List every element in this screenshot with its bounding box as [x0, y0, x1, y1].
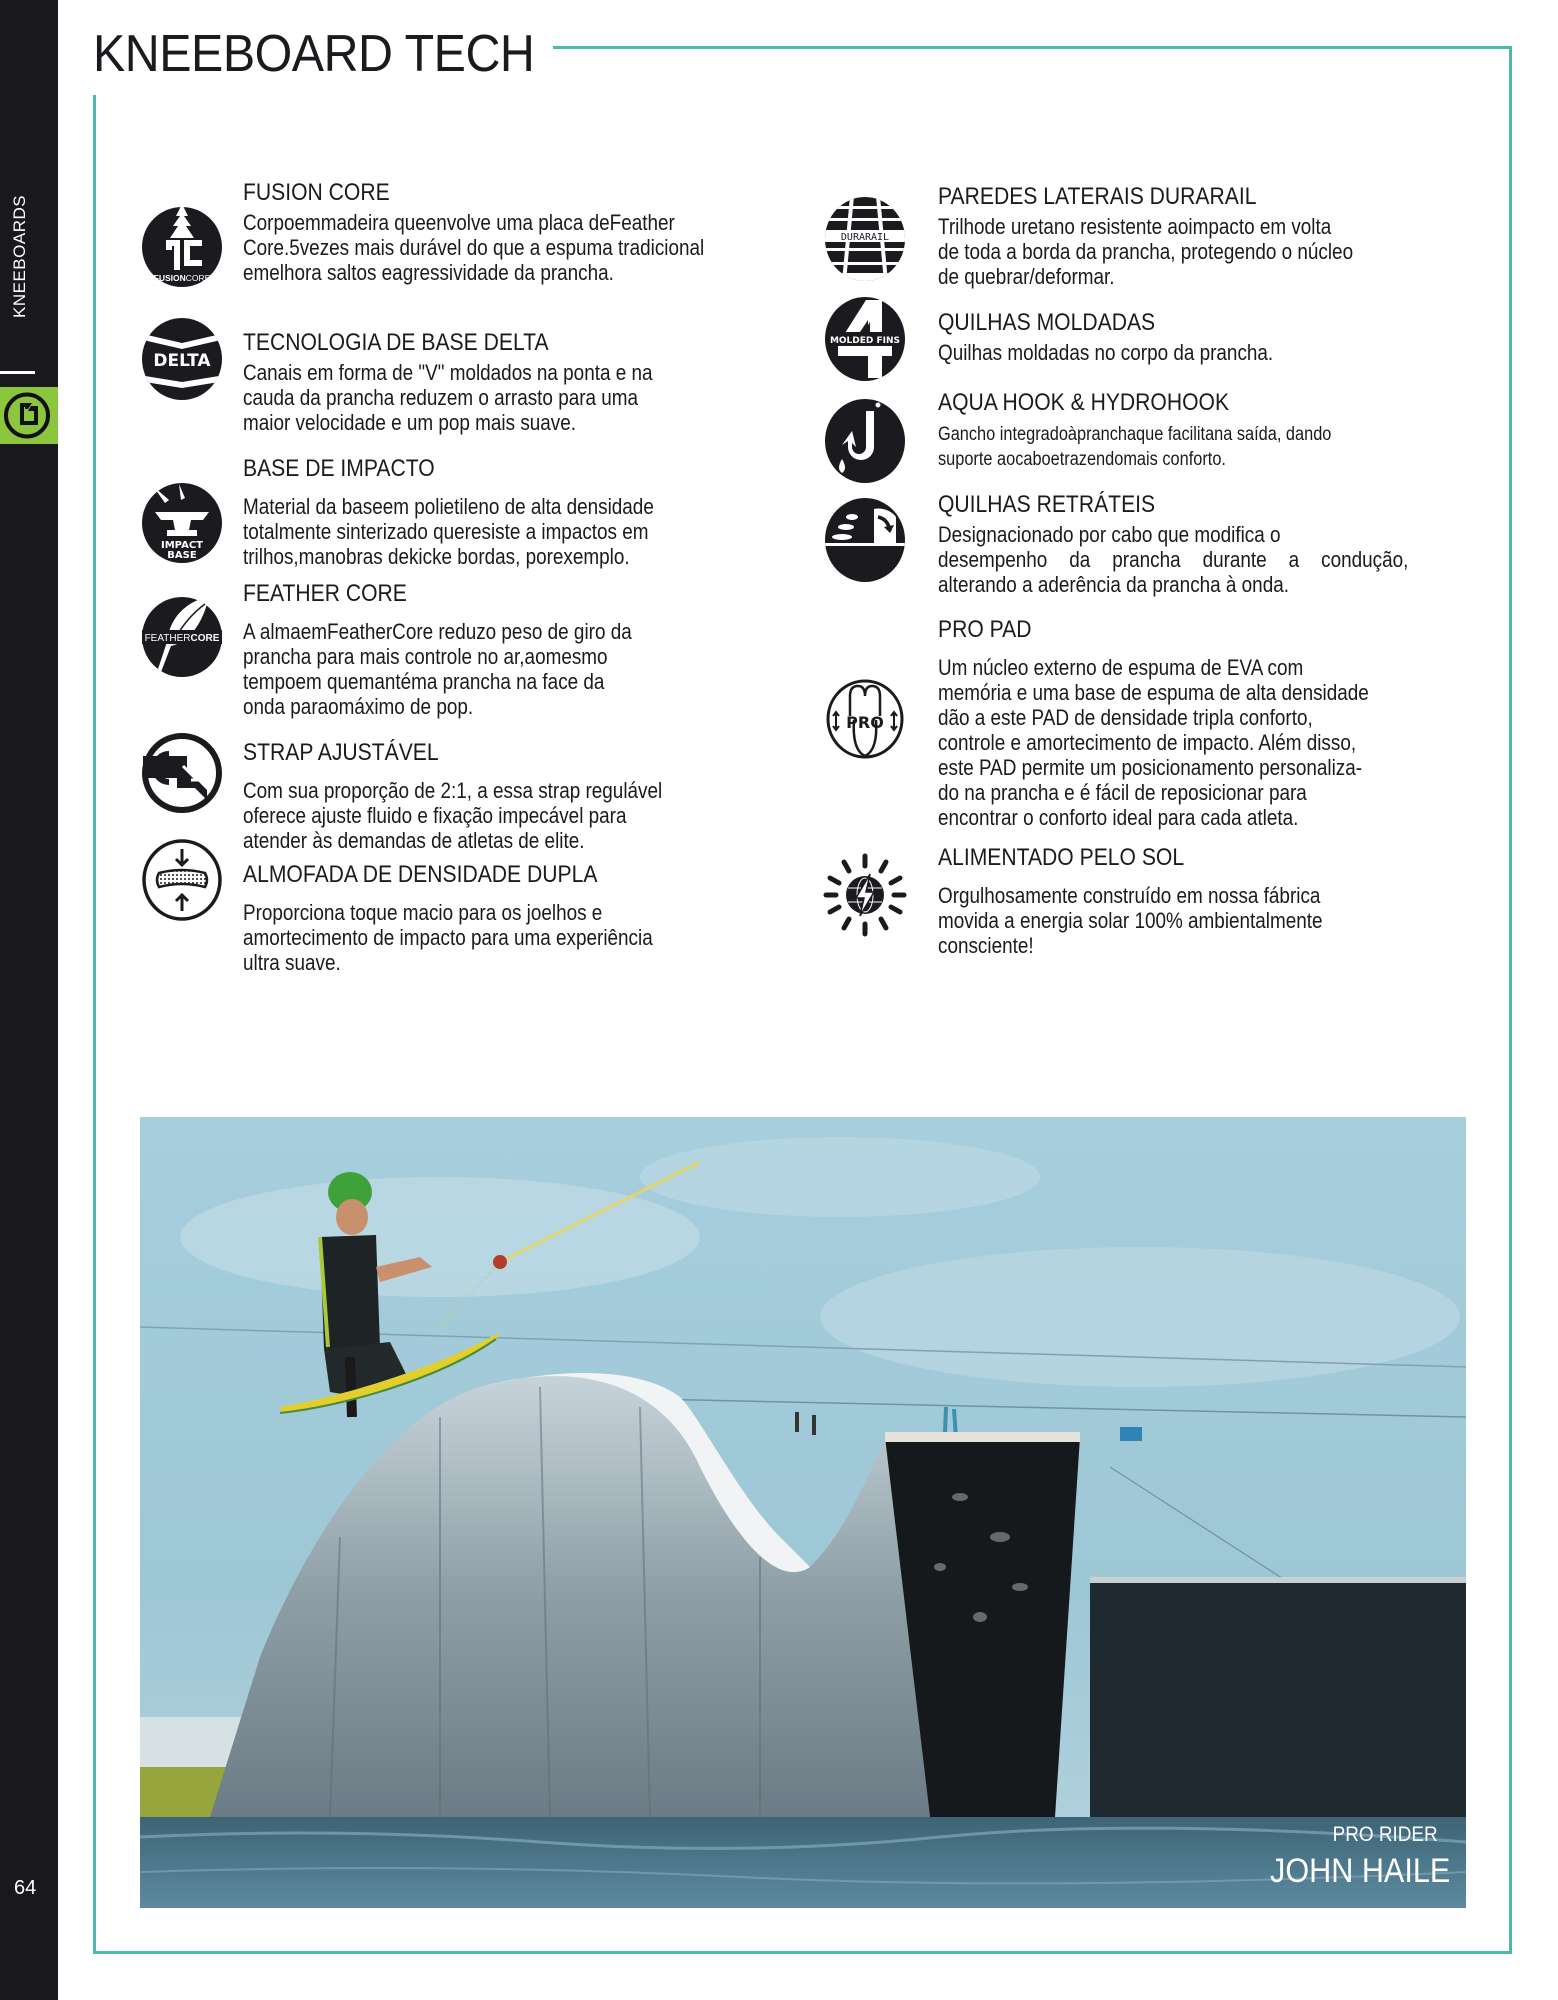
- description-line: prancha para mais controle no ar,aomesmo: [243, 644, 608, 669]
- impact-base-icon: [139, 480, 225, 566]
- feature-description: [938, 655, 1369, 830]
- feature-title: ALMOFADA DE DENSIDADE DUPLA: [243, 861, 598, 888]
- sidebar: [0, 0, 58, 2000]
- sidebar-divider: [0, 371, 35, 374]
- description-line: tempoem quemantéma prancha na face da: [243, 669, 605, 694]
- frame-left-rule: [93, 95, 96, 1954]
- frame-bottom-rule: [93, 1951, 1512, 1954]
- description-line: Designacionado por cabo que modifica o: [938, 522, 1281, 547]
- description-line: movida a energia solar 100% ambientalmente: [938, 908, 1323, 933]
- svg-text:DELTA: DELTA: [153, 351, 211, 371]
- feature-title: FEATHER CORE: [243, 580, 407, 607]
- description-line: Core.5vezes mais durável do que a espuma tradicional: [243, 235, 705, 260]
- description-line: desempenho da prancha durante a condução,: [938, 547, 1409, 572]
- svg-text:IMPACT: IMPACT: [161, 540, 203, 551]
- feature-title: TECNOLOGIA DE BASE DELTA: [243, 329, 549, 356]
- description-line: memória e uma base de espuma de alta densidade: [938, 680, 1369, 705]
- feature-description: [938, 883, 1323, 958]
- feature-description: [243, 900, 653, 975]
- solar-powered-icon: [822, 852, 908, 938]
- aqua-hook-icon: [822, 397, 908, 483]
- photo-caption-role: PRO RIDER: [1332, 1823, 1438, 1846]
- feature-title: AQUA HOOK & HYDROHOOK: [938, 389, 1230, 416]
- feature-title: ALIMENTADO PELO SOL: [938, 844, 1185, 871]
- description-line: Material da baseem polietileno de alta densidade: [243, 494, 654, 519]
- description-line: Corpoemmadeira queenvolve uma placa deFeather: [243, 210, 675, 235]
- description-line: consciente!: [938, 933, 1034, 958]
- svg-text:PRO: PRO: [846, 713, 884, 732]
- feature-description: [243, 360, 653, 435]
- description-line: Proporciona toque macio para os joelhos e: [243, 900, 603, 925]
- description-line: Um núcleo externo de espuma de EVA com: [938, 655, 1304, 680]
- description-line: de quebrar/deformar.: [938, 264, 1115, 289]
- feature-description: [938, 422, 1331, 472]
- description-line: ultra suave.: [243, 950, 341, 975]
- description-line: Com sua proporção de 2:1, a essa strap regulável: [243, 778, 663, 803]
- description-line: do na prancha e é fácil de reposicionar para: [938, 780, 1307, 805]
- section-label: KNEEBOARDS: [10, 194, 29, 318]
- description-line: maior velocidade e um pop mais suave.: [243, 410, 577, 435]
- svg-text:FEATHERCORE: FEATHERCORE: [144, 633, 220, 644]
- description-line: dão a este PAD de densidade tripla conforto,: [938, 705, 1313, 730]
- description-line: suporte aocaboetrazendomais conforto.: [938, 449, 1226, 470]
- adjustable-strap-icon: [139, 730, 225, 816]
- description-line: Canais em forma de "V" moldados na ponta e na: [243, 360, 653, 385]
- feature-title: STRAP AJUSTÁVEL: [243, 739, 439, 766]
- frame-top-rule: [553, 46, 1512, 49]
- kneeboard-rider-on-wave-ramp-photo: [140, 1117, 1466, 1908]
- description-line: cauda da prancha reduzem o arrasto para uma: [243, 385, 639, 410]
- feature-description: [243, 778, 662, 853]
- description-line: Gancho integradoàpranchaque facilitana saída, dando: [938, 424, 1332, 445]
- description-line: controle e amortecimento de impacto. Além disso,: [938, 730, 1357, 755]
- feature-description: [243, 619, 632, 719]
- feature-title: QUILHAS RETRÁTEIS: [938, 491, 1156, 518]
- description-line: trilhos,manobras dekicke bordas, porexemplo.: [243, 544, 630, 569]
- description-line: atender às demandas de atletas de elite.: [243, 828, 585, 853]
- feature-description: [938, 214, 1353, 289]
- feature-title: FUSION CORE: [243, 179, 390, 206]
- durarail-icon: [822, 196, 908, 282]
- retractable-fins-icon: [822, 497, 908, 583]
- description-line: encontrar o conforto ideal para cada atleta.: [938, 805, 1299, 830]
- description-line: A almaemFeatherCore reduzo peso de giro da: [243, 619, 632, 644]
- pro-pad-icon: [822, 676, 908, 762]
- delta-base-icon: [139, 316, 225, 402]
- feather-core-icon: [139, 594, 225, 680]
- page-title: KNEEBOARD TECH: [93, 25, 535, 83]
- ronix-logo-icon: [0, 387, 58, 444]
- feature-title: BASE DE IMPACTO: [243, 455, 435, 482]
- description-line: alterando a aderência da prancha à onda.: [938, 572, 1289, 597]
- svg-text:DURARAIL: DURARAIL: [840, 232, 890, 243]
- feature-title: QUILHAS MOLDADAS: [938, 309, 1156, 336]
- description-line: amortecimento de impacto para uma experiência: [243, 925, 653, 950]
- svg-text:FUSIONCORE: FUSIONCORE: [153, 273, 211, 283]
- dual-density-pad-icon: [139, 837, 225, 923]
- feature-description: [938, 522, 1408, 597]
- description-line: Trilhode uretano resistente aoimpacto em volta: [938, 214, 1332, 239]
- description-line: este PAD permite um posicionamento personaliza-: [938, 755, 1363, 780]
- description-line: onda paraomáximo de pop.: [243, 694, 474, 719]
- page-number: 64: [14, 1877, 37, 1899]
- description-line: oferece ajuste fluido e fixação impecável para: [243, 803, 627, 828]
- feature-description: [243, 210, 704, 285]
- frame-right-rule: [1509, 46, 1512, 1954]
- svg-text:MOLDED FINS: MOLDED FINS: [829, 336, 901, 346]
- description-line: Orgulhosamente construído em nossa fábrica: [938, 883, 1321, 908]
- feature-title: PAREDES LATERAIS DURARAIL: [938, 183, 1257, 210]
- description-line: emelhora saltos eagressividade da prancha.: [243, 260, 614, 285]
- description-line: de toda a borda da prancha, protegendo o núcleo: [938, 239, 1354, 264]
- feature-title: PRO PAD: [938, 616, 1032, 643]
- photo-caption-name: JOHN HAILE: [1269, 1852, 1450, 1890]
- description-line: totalmente sinterizado queresiste a impactos em: [243, 519, 649, 544]
- svg-text:BASE: BASE: [167, 550, 197, 561]
- fusion-core-icon: [139, 202, 225, 288]
- feature-description: [243, 494, 654, 569]
- feature-description: [938, 340, 1273, 365]
- description-line: Quilhas moldadas no corpo da prancha.: [938, 340, 1274, 365]
- molded-fins-icon: [822, 296, 908, 382]
